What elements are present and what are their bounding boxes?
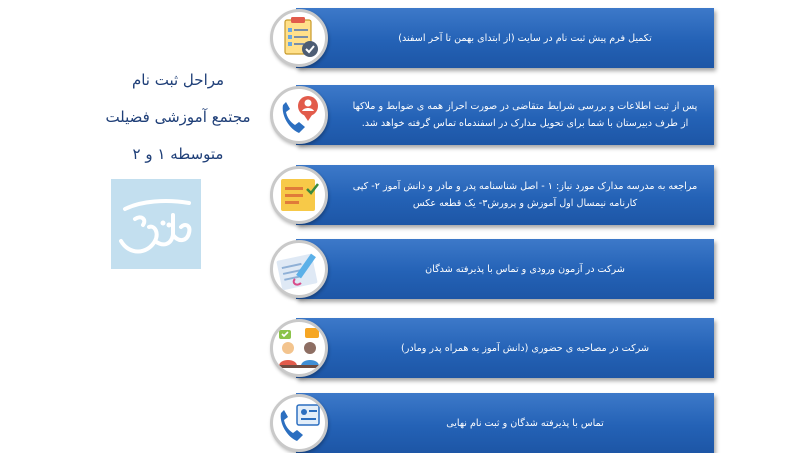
calligraphy-logo-icon xyxy=(111,179,201,269)
step-3 xyxy=(268,165,718,225)
documents-notepad-icon xyxy=(273,169,325,221)
phone-contact-icon xyxy=(273,89,325,141)
step-5-text: شرکت در مصاحبه ی حضوری (دانش آموز به همراه پدر ومادر) xyxy=(401,342,649,354)
step-5 xyxy=(268,318,718,378)
interview-people-icon xyxy=(273,322,325,374)
step-1-text: تکمیل فرم پیش ثبت نام در سایت (از ابتدای بهمن تا آخر اسفند) xyxy=(398,32,652,44)
step-6-text: تماس با پذیرفته شدگان و ثبت نام نهایی xyxy=(446,417,604,429)
step-2 xyxy=(268,85,718,145)
step-2-icon-circle xyxy=(270,86,328,144)
step-4 xyxy=(268,239,718,299)
exam-pencil-icon xyxy=(273,243,325,295)
title-line-2: مجتمع آموزشی فضیلت xyxy=(105,108,251,126)
form-checklist-icon xyxy=(273,12,325,64)
step-3-icon-circle xyxy=(270,166,328,224)
step-1 xyxy=(268,8,718,68)
step-6 xyxy=(268,393,718,453)
step-5-icon-circle xyxy=(270,319,328,377)
fazilat-logo xyxy=(111,179,201,269)
step-2-text: پس از ثبت اطلاعات و بررسی شرایط متقاضی در صورت احراز همه ی ضوابط و ملاکها از طرف دبیرستان با شما برای تحویل مدارک در اسفندماه تماس گرفته خواهد شد. xyxy=(352,101,698,129)
title-block xyxy=(88,62,268,173)
phone-registration-icon xyxy=(273,397,325,449)
registration-steps xyxy=(268,8,718,448)
title-line-3: متوسطه ۱ و ۲ xyxy=(132,145,224,163)
step-1-icon-circle xyxy=(270,9,328,67)
step-3-text: مراجعه به مدرسه مدارک مورد نیاز: ۱ - اصل شناسنامه پدر و مادر و دانش آموز ۲- کپی کارنامه نیمسال اول آموزش و پرورش۳- یک قطعه عکس xyxy=(352,181,698,209)
step-4-icon-circle xyxy=(270,240,328,298)
step-4-text: شرکت در آزمون ورودی و تماس با پذیرفته شدگان xyxy=(425,263,625,275)
title-line-1: مراحل ثبت نام xyxy=(131,71,225,89)
step-6-icon-circle xyxy=(270,394,328,452)
